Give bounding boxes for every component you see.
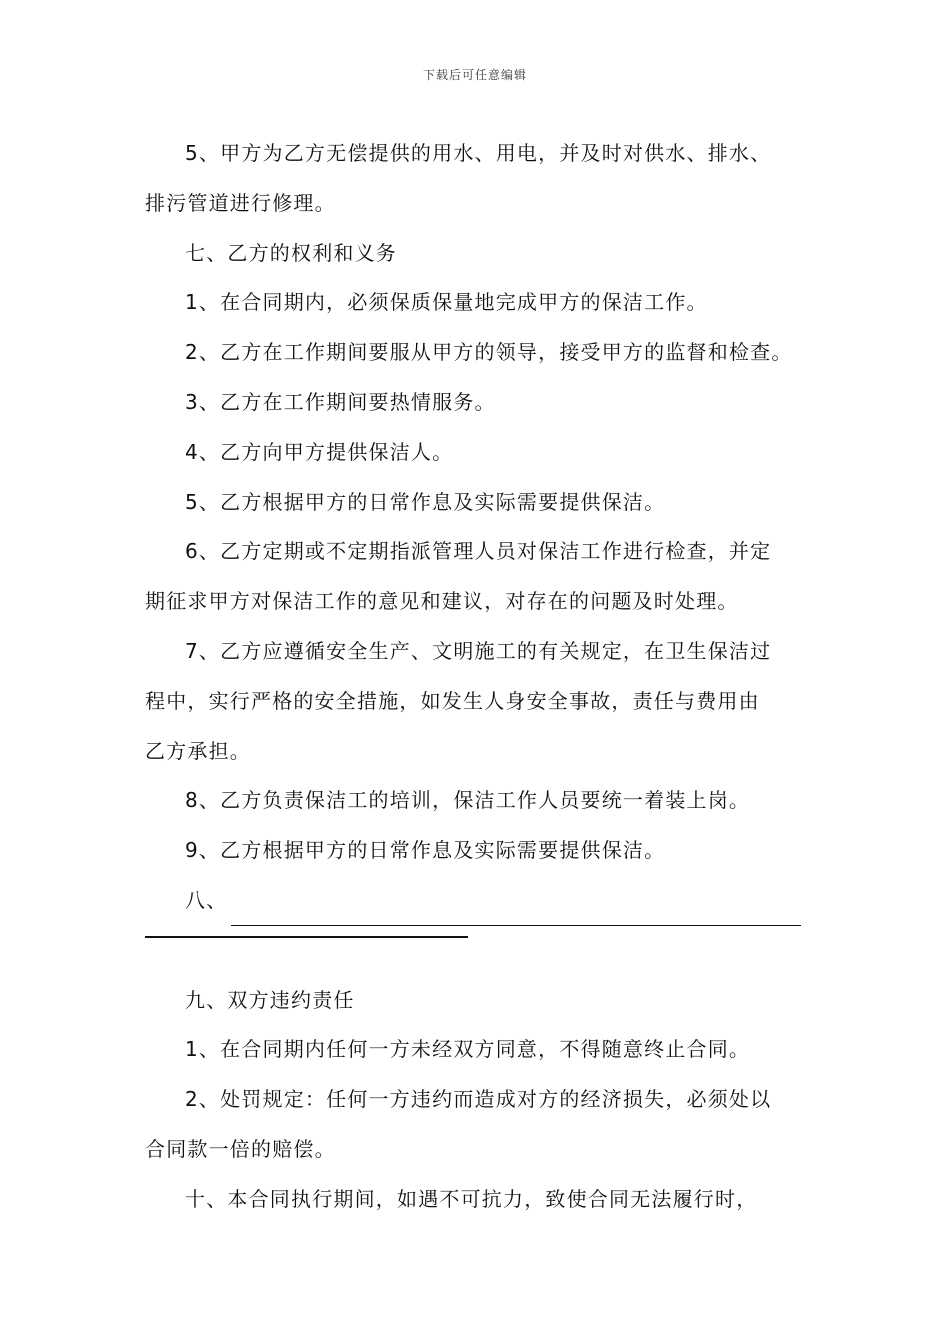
fill-in-blank-line [231,895,801,926]
clause-7-9: 9、乙方根据甲方的日常作息及实际需要提供保洁。 [185,838,666,863]
clause-7-7-cont: 程中，实行严格的安全措施，如发生人身安全事故，责任与费用由 [145,688,760,713]
clause-7-3: 3、乙方在工作期间要热情服务。 [185,389,496,414]
clause-9-2-cont: 合同款一倍的赔偿。 [145,1136,336,1161]
clause-9-1: 1、在合同期内任何一方未经双方同意，不得随意终止合同。 [185,1037,751,1062]
clause-7-6-first: 6、乙方定期或不定期指派管理人员对保洁工作进行检查，并定 [185,539,772,564]
clause-7-7-first: 7、乙方应遵循安全生产、文明施工的有关规定，在卫生保洁过 [185,638,772,663]
clause-7-1: 1、在合同期内，必须保质保量地完成甲方的保洁工作。 [185,290,708,315]
page-header: 下载后可任意编辑 [422,68,527,82]
document-body [145,129,815,1225]
section-8-label: 八、 [185,887,228,912]
section-heading-7: 七、乙方的权利和义务 [185,240,397,265]
section-heading-10: 十、本合同执行期间，如遇不可抗力，致使合同无法履行时， [185,1186,758,1211]
paragraph-supply-water-first: 5、甲方为乙方无偿提供的用水、用电，并及时对供水、排水、 [185,141,772,165]
clause-9-2-first: 2、处罚规定：任何一方违约而造成对方的经济损失，必须处以 [185,1087,772,1112]
clause-7-5: 5、乙方根据甲方的日常作息及实际需要提供保洁。 [185,489,666,514]
paragraph-supply-water-cont: 排污管道进行修理。 [145,190,336,215]
clause-7-8: 8、乙方负责保洁工的培训，保洁工作人员要统一着装上岗。 [185,788,751,813]
section-heading-9: 九、双方违约责任 [185,987,355,1012]
clause-7-7-cont2: 乙方承担。 [145,738,251,763]
fill-in-blank-line-continuation [145,936,468,938]
section-heading-8 [145,876,815,926]
clause-7-4: 4、乙方向甲方提供保洁人。 [185,439,454,464]
clause-7-2: 2、乙方在工作期间要服从甲方的领导，接受甲方的监督和检查。 [185,340,793,365]
fill-in-blank-row [145,926,815,976]
clause-7-6-cont: 期征求甲方对保洁工作的意见和建议，对存在的问题及时处理。 [145,589,739,614]
